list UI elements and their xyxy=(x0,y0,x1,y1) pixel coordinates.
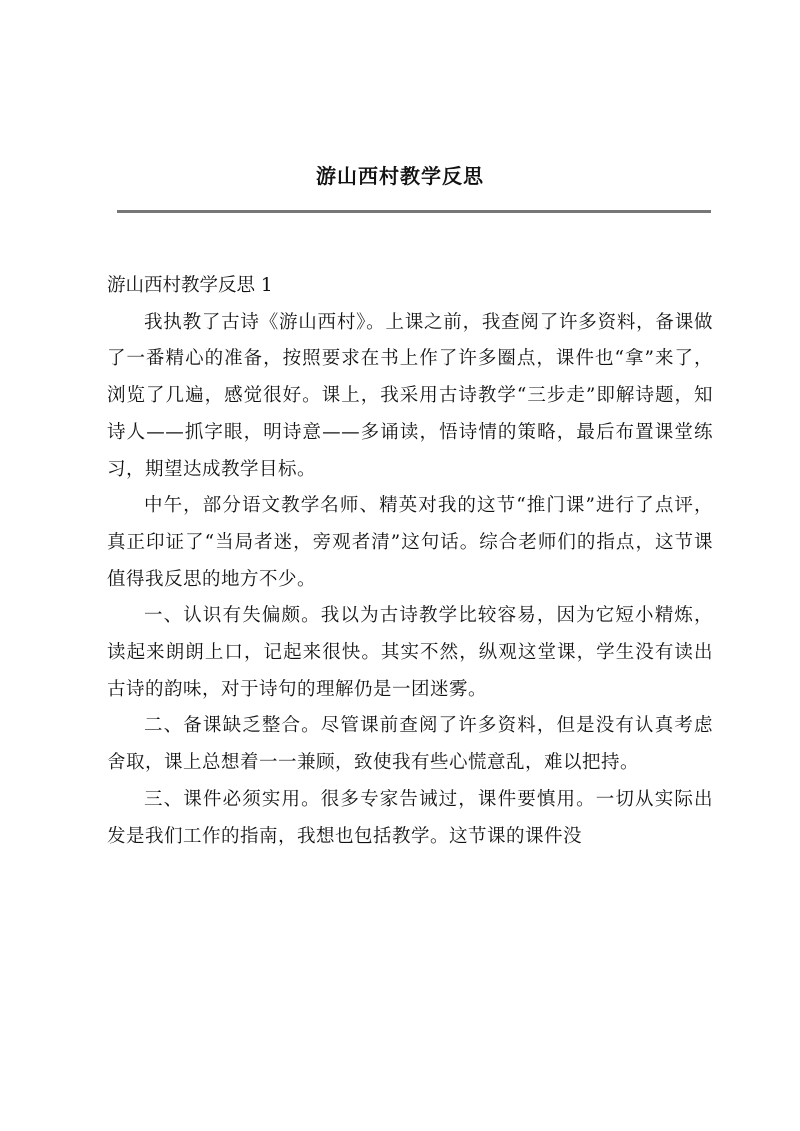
paragraph-2: 中午，部分语文教学名师、精英对我的这节“推门课”进行了点评，真正印证了“当局者迷，旁观者清”这句话。综合老师们的指点，这节课值得我反思的地方不少。 xyxy=(107,495,713,590)
paragraph-3: 一、认识有失偏颇。我以为古诗教学比较容易，因为它短小精炼，读起来朗朗上口，记起来很快。其实不然，纵观这堂课，学生没有读出古诗的韵味，对于诗句的理解仍是一团迷雾。 xyxy=(107,605,713,700)
section-heading: 游山西村教学反思 1 xyxy=(107,275,273,296)
title-divider xyxy=(117,210,711,213)
document-title: 游山西村教学反思 xyxy=(316,164,484,188)
document-body xyxy=(107,268,713,855)
paragraph-5: 三、课件必须实用。很多专家告诫过，课件要慎用。一切从实际出发是我们工作的指南，我想也包括教学。这节课的课件没 xyxy=(107,788,713,847)
paragraph-1: 我执教了古诗《游山西村》。上课之前，我查阅了许多资料，备课做了一番精心的准备，按照要求在书上作了许多圈点，课件也“拿”来了，浏览了几遍，感觉很好。课上，我采用古诗教学“三步走”即解诗题，知诗人——抓字眼，明诗意——多诵读，悟诗情的策略，最后布置课堂练习，期望达成教学目标。 xyxy=(107,311,713,480)
paragraph-4: 二、备课缺乏整合。尽管课前查阅了许多资料，但是没有认真考虑舍取，课上总想着一一兼顾，致使我有些心慌意乱，难以把持。 xyxy=(107,715,713,774)
